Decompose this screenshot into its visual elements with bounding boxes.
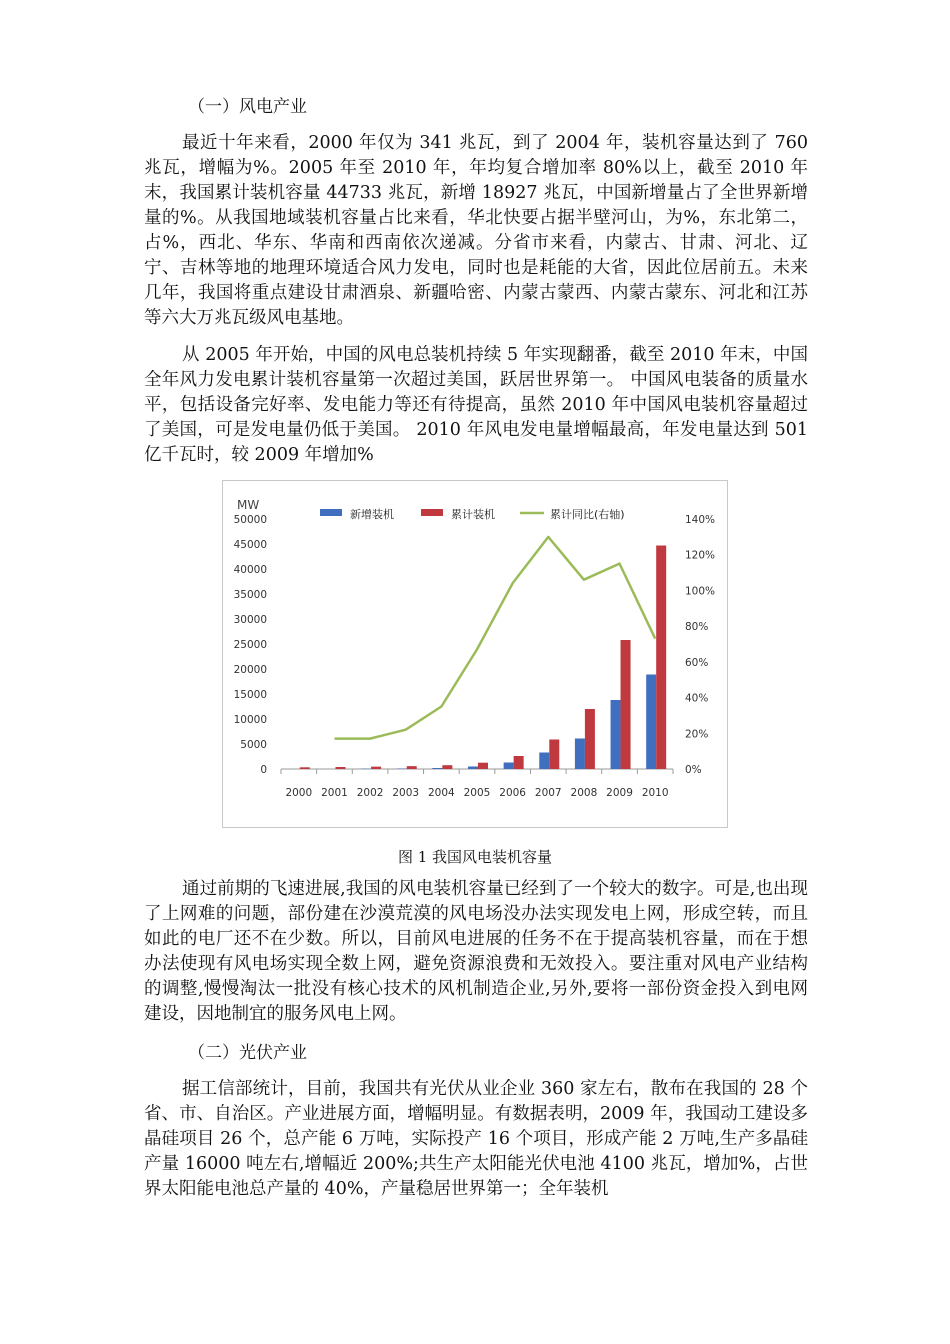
- bar-new: [575, 739, 585, 770]
- y-axis-unit: MW: [237, 498, 260, 512]
- paragraph-wind-3: 通过前期的飞速进展,我国的风电装机容量已经到了一个较大的数字。可是,也出现了上网难的问题，部份建在沙漠荒漠的风电场没办法实现发电上网，形成空转，而且如此的电厂还不在少数。所以，目前风电进展的任务不在于提高装机容量，而在于想办法使现有风电场实现全数上网，避免资源浪费和无效投入。要注重对风电产业结构的调整,慢慢淘汰一批没有核心技术的风机制造企业,另外,要将一部份资金投入到电网建设，因地制宜的服务风电上网。: [144, 879, 808, 1024]
- x-tick-label: 2003: [392, 787, 420, 799]
- y2-tick-label: 40%: [685, 692, 709, 705]
- y2-tick-label: 100%: [685, 585, 716, 598]
- x-tick-label: 2002: [356, 787, 384, 799]
- bar-cumulative: [300, 767, 310, 769]
- x-tick-label: 2007: [534, 787, 562, 799]
- bar-new: [504, 763, 514, 770]
- x-tick-label: 2006: [499, 787, 527, 799]
- y-tick-label: 25000: [233, 639, 267, 651]
- y2-tick-label: 60%: [685, 656, 709, 669]
- y-tick-label: 5000: [240, 739, 267, 751]
- paragraph-pv-1: 据工信部统计，目前，我国共有光伏从业企业 360 家左右，散布在我国的 28 个省、市、自治区。产业进展方面，增幅明显。有数据表明，2009 年，我国动工建设多晶硅项目 26 个，总产能 6 万吨，实际投产 16 个项目，形成产能 2 万吨,生产多晶硅产量 16000 吨左右,增幅近 200%;共生产太阳能光伏电池 4100 兆瓦，增加%，占世界太阳能电池总产量的 40%，产量稳居世界第一；全年装机: [144, 1079, 808, 1199]
- legend-swatch: [421, 509, 443, 516]
- y-tick-label: 10000: [233, 714, 267, 726]
- section-heading-wind: （一）风电产业: [188, 97, 307, 117]
- y-tick-label: 35000: [233, 589, 267, 601]
- bar-new: [611, 700, 621, 769]
- paragraph-wind-2: 从 2005 年开始，中国的风电总装机持续 5 年实现翻番，截至 2010 年末，中国全年风力发电累计装机容量第一次超过美国，跃居世界第一。 中国风电装备的质量水平，包括设备完好率、发电能力等还有待提高，虽然 2010 年中国风电装机容量超过了美国，可是发电量仍低于美国。 2010 年风电发电量增幅最高，年发电量达到 501 亿千瓦时，较 2009 年增加%: [144, 345, 808, 465]
- bar-cumulative: [585, 709, 595, 769]
- legend-label: 新增装机: [350, 508, 394, 521]
- x-tick-label: 2004: [427, 787, 455, 799]
- x-tick-label: 2009: [606, 787, 633, 799]
- paragraph-wind-1: 最近十年来看，2000 年仅为 341 兆瓦，到了 2004 年，装机容量达到了 760 兆瓦，增幅为%。2005 年至 2010 年，年均复合增加率 80%以上，截至 2010 年末，我国累计装机容量 44733 兆瓦，新增 18927 兆瓦，中国新增量占了全世界新增量的%。从我国地域装机容量占比来看，华北快要占据半壁河山，为%，东北第二，占%，西北、华东、华南和西南依次递减。分省市来看，内蒙古、甘肃、河北、辽宁、吉林等地的地理环境适合风力发电，同时也是耗能的大省，因此位居前五。未来几年，我国将重点建设甘肃酒泉、新疆哈密、内蒙古蒙西、内蒙古蒙东、河北和江苏等六大万兆瓦级风电基地。: [144, 133, 808, 328]
- y2-tick-label: 140%: [685, 514, 716, 526]
- chart-frame: [222, 480, 728, 828]
- legend-label: 累计装机: [451, 508, 495, 521]
- bar-new: [646, 675, 656, 770]
- y-tick-label: 50000: [233, 514, 267, 526]
- bar-new: [397, 769, 407, 770]
- wind-capacity-chart: [223, 481, 727, 827]
- bar-new: [539, 753, 549, 770]
- bar-cumulative: [549, 740, 559, 770]
- bar-cumulative: [442, 765, 452, 769]
- legend-swatch: [320, 509, 342, 516]
- legend-label: 累计同比(右轴): [550, 508, 625, 521]
- bar-cumulative: [335, 767, 345, 769]
- y2-tick-label: 0%: [685, 764, 702, 776]
- bar-new: [468, 767, 478, 770]
- figure-caption: 图 1 我国风电装机容量: [397, 848, 553, 866]
- x-tick-label: 2001: [321, 787, 348, 799]
- y-tick-label: 15000: [233, 689, 267, 701]
- y2-tick-label: 120%: [685, 549, 716, 562]
- bar-cumulative: [407, 766, 417, 769]
- bar-cumulative: [621, 640, 631, 769]
- y-tick-label: 40000: [233, 564, 267, 576]
- y-tick-label: 45000: [233, 539, 267, 551]
- bar-cumulative: [514, 756, 524, 769]
- x-tick-label: 2000: [285, 787, 313, 799]
- x-tick-label: 2010: [641, 787, 669, 799]
- line-yoy-growth: [335, 537, 656, 739]
- y-tick-label: 30000: [233, 614, 267, 626]
- bar-cumulative: [656, 546, 666, 770]
- y2-tick-label: 80%: [685, 621, 709, 634]
- x-tick-label: 2008: [570, 787, 598, 799]
- bar-cumulative: [371, 767, 381, 769]
- y-tick-label: 20000: [233, 664, 267, 676]
- y2-tick-label: 20%: [685, 728, 709, 741]
- x-tick-label: 2005: [463, 787, 491, 799]
- bar-cumulative: [478, 763, 488, 769]
- section-heading-pv: （二）光伏产业: [188, 1043, 307, 1063]
- bar-new: [432, 768, 442, 769]
- y-tick-label: 0: [260, 764, 267, 776]
